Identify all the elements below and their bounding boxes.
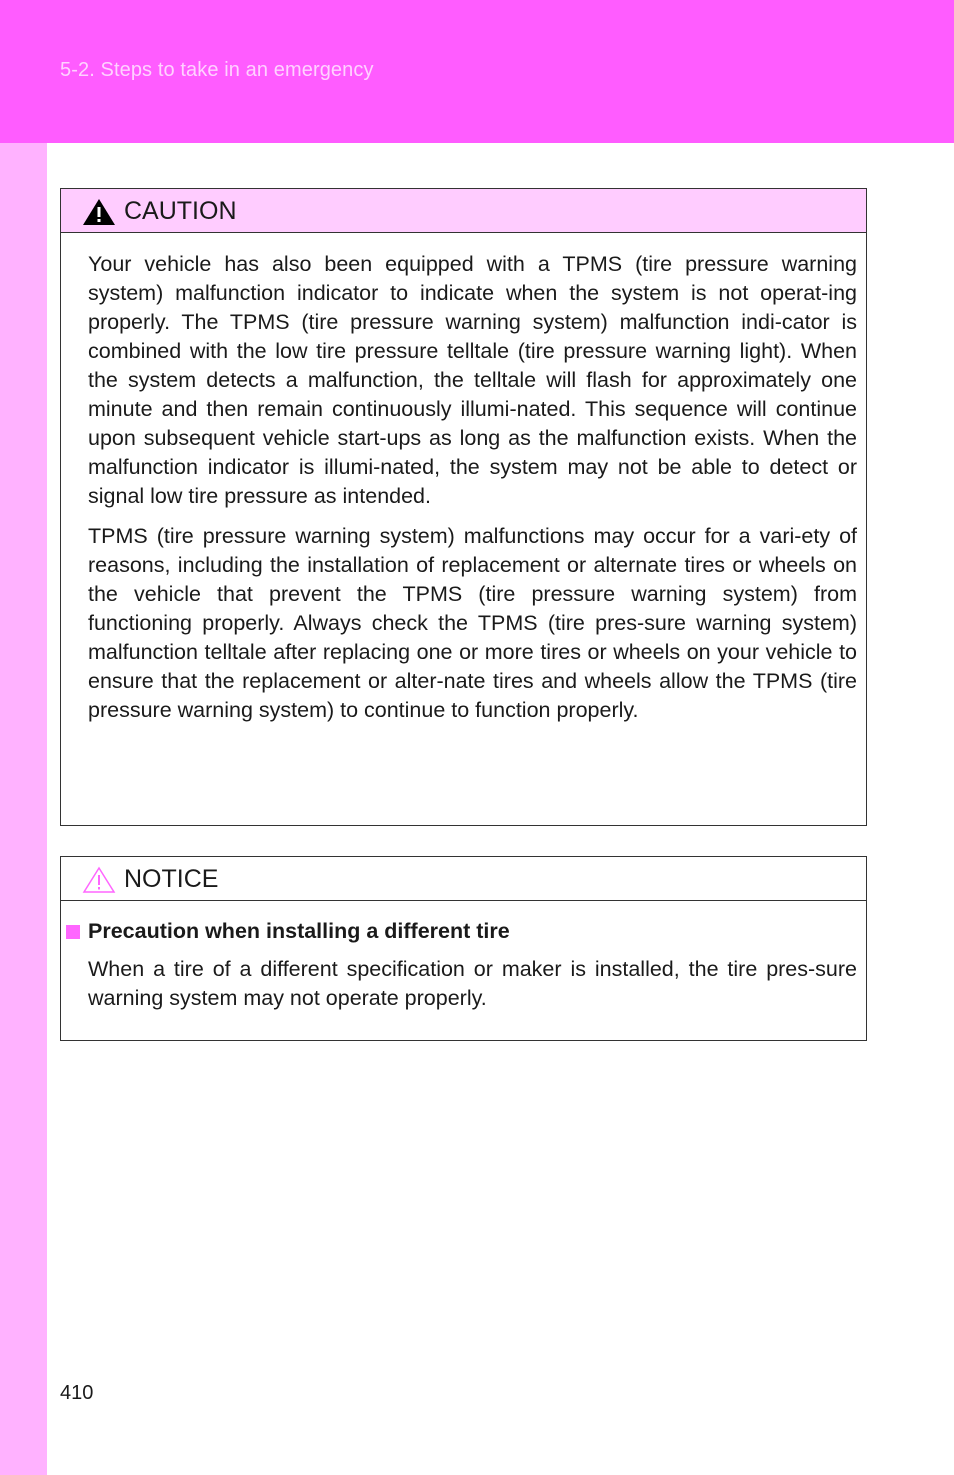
notice-title: NOTICE	[124, 865, 219, 893]
caution-header	[61, 189, 866, 233]
notice-heading	[66, 917, 857, 946]
notice-paragraph: When a tire of a different specification or maker is installed, the tire pres-sure warning system may not operate properly.	[88, 957, 857, 1010]
header-band	[0, 0, 954, 143]
caution-body	[61, 233, 866, 725]
side-band	[0, 143, 47, 1475]
square-bullet-icon	[66, 925, 80, 939]
caution-title: CAUTION	[124, 197, 237, 225]
section-title: 5-2. Steps to take in an emergency	[60, 59, 374, 81]
notice-header	[61, 857, 866, 901]
caution-paragraph-1: Your vehicle has also been equipped with a TPMS (tire pressure warning system) malfunction indicator to indicate when the system is not operat-ing properly. The TPMS (tire pressure warning system) malfunction indi-cator is combined with the low tire pressure telltale (tire pressure warning light). When the system detects a malfunction, the telltale will flash for approximately one minute and then remain continuously illumi-nated. This sequence will continue upon subsequent vehicle start-ups as long as the malfunction exists. When the malfunction indicator is illumi-nated, the system may not be able to detect or signal low tire pressure as intended.	[88, 252, 857, 508]
warning-triangle-icon	[82, 198, 116, 231]
notice-body	[61, 901, 866, 1013]
notice-box	[60, 856, 867, 1041]
notice-triangle-icon	[82, 866, 116, 899]
page-number: 410	[60, 1382, 94, 1404]
caution-box	[60, 188, 867, 826]
caution-paragraph-2: TPMS (tire pressure warning system) malfunctions may occur for a vari-ety of reasons, including the installation of replacement or alternate tires or wheels on the vehicle that prevent the TPMS (tire pressure warning system) from functioning properly. Always check the TPMS (tire pres-sure warning system) malfunction telltale after replacing one or more tires or wheels on your vehicle to ensure that the replacement or alter-nate tires and wheels allow the TPMS (tire pressure warning system) to continue to function properly.	[88, 524, 857, 722]
notice-heading-text: Precaution when installing a different tire	[88, 919, 510, 943]
